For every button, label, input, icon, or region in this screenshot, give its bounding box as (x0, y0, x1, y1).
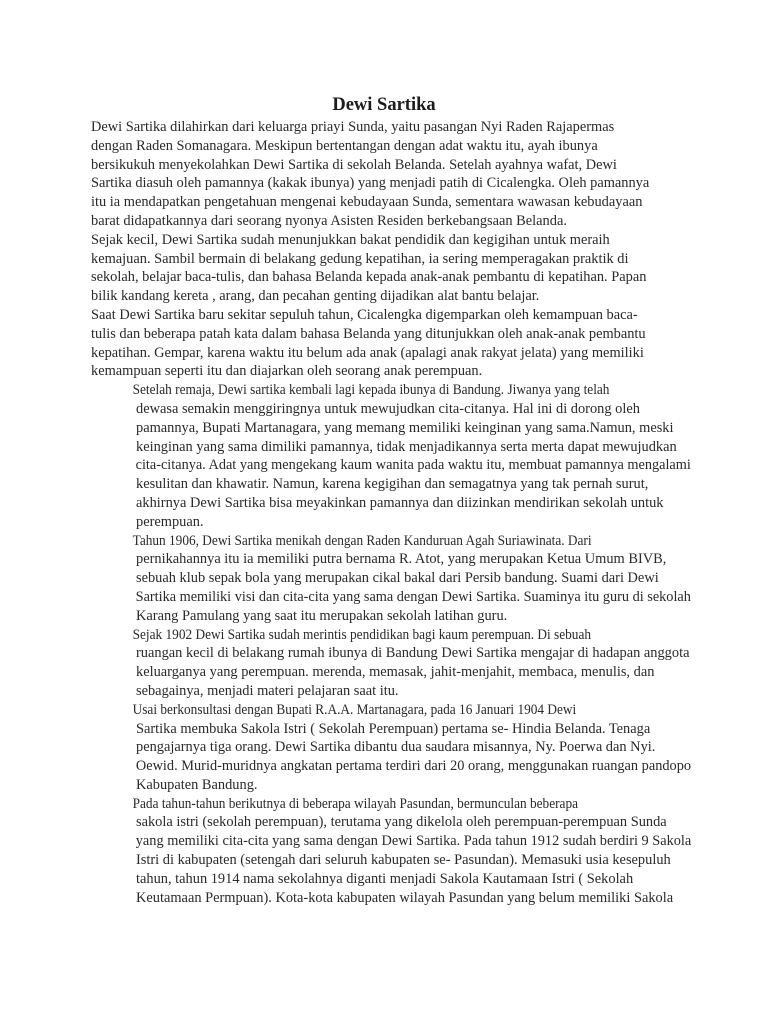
text-line: kepatihan. Gempar, karena waktu itu belum ada anak (apalagi anak rakyat jelata) yang memiliki (91, 344, 644, 361)
text-line: dengan Raden Somanagara. Meskipun bertentangan dengan adat waktu itu, ayah ibunya (91, 137, 598, 154)
text-line: pamannya, Bupati Martanagara, yang memang memiliki keinginan yang sama.Namun, meski (136, 419, 674, 436)
text-line: Dewi Sartika dilahirkan dari keluarga priayi Sunda, yaitu pasangan Nyi Raden Rajapermas (91, 119, 615, 135)
text-line: Saat Dewi Sartika baru sekitar sepuluh tahun, Cicalengka digemparkan oleh kemampuan baca- (91, 306, 638, 323)
text-line: kesulitan dan khawatir. Namun, karena kegigihan dan semagatnya yang tak pernah surut, (136, 476, 649, 493)
text-line: Kabupaten Bandung. (136, 776, 258, 793)
text-line: Sartika membuka Sakola Istri ( Sekolah Perempuan) pertama se- Hindia Belanda. Tenaga (136, 720, 651, 737)
paragraph (91, 701, 691, 795)
text-line: Sejak kecil, Dewi Sartika sudah menunjukkan bakat pendidik dan kegigihan untuk meraih (91, 231, 610, 248)
text-line: Setelah remaja, Dewi sartika kembali lagi kepada ibunya di Bandung. Jiwanya yang telah (132, 382, 610, 399)
text-line: keinginan yang sama dimiliki pamannya, tidak menjadikannya serta merta dapat mewujudkan (136, 438, 677, 455)
text-line: Sartika memiliki visi dan cita-cita yang sama dengan Dewi Sartika. Suaminya itu guru di sekolah (135, 588, 691, 605)
text-line: sebagainya, menjadi materi pelajaran saat itu. (136, 682, 399, 699)
text-line: Keutamaan Permpuan). Kota-kota kabupaten wilayah Pasundan yang belum memiliki Sakola (136, 889, 674, 906)
text-line: yang memiliki cita-cita yang sama dengan Dewi Sartika. Pada tahun 1912 sudah berdiri 9 Sakola (135, 833, 692, 850)
text-line: pengajarnya tiga orang. Dewi Sartika dibantu dua saudara misannya, Ny. Poerwa dan Nyi. (136, 739, 656, 756)
text-line: akhirnya Dewi Sartika bisa meyakinkan pamannya dan diizinkan mendirikan sekolah untuk (136, 494, 664, 511)
text-line: sebuah klub sepak bola yang merupakan cikal bakal dari Persib bandung. Suami dari Dewi (136, 570, 659, 587)
paragraph (91, 231, 691, 306)
text-line: Sartika diasuh oleh pamannya (kakak ibunya) yang menjadi patih di Cicalengka. Oleh pamannya (91, 175, 650, 192)
text-line: Karang Pamulang yang saat itu merupakan sekolah latihan guru. (136, 607, 508, 624)
text-line: ruangan kecil di belakang rumah ibunya di Bandung Dewi Sartika mengajar di hadapan anggota (136, 645, 690, 662)
text-line: kemampuan seperti itu dan diajarkan oleh seorang anak perempuan. (91, 363, 483, 380)
text-line: Tahun 1906, Dewi Sartika menikah dengan Raden Kanduruan Agah Suriawinata. Dari (132, 532, 592, 549)
text-line: keluarganya yang perempuan. merenda, memasak, jahit-menjahit, membaca, menulis, dan (136, 664, 655, 681)
paragraph (91, 795, 691, 908)
paragraph (91, 306, 691, 381)
text-line: barat didapatkannya dari seorang nyonya Asisten Residen berkebangsaan Belanda. (91, 212, 567, 229)
text-line: Istri di kabupaten (setengah dari seluruh kabupaten se- Pasundan). Memasuki usia kesepuluh (136, 852, 671, 869)
text-line: itu ia mendapatkan pengetahuan mengenai kebudayaan Sunda, sementara wawasan kebudayaan (91, 194, 643, 211)
text-line: cita-citanya. Adat yang mengekang kaum wanita pada waktu itu, membuat pamannya mengalami (135, 457, 691, 474)
text-line: perempuan. (136, 513, 204, 530)
text-line: tahun, tahun 1914 nama sekolahnya diganti menjadi Sakola Kautamaan Istri ( Sekolah (136, 870, 634, 887)
text-line: Usai berkonsultasi dengan Bupati R.A.A. Martanagara, pada 16 Januari 1904 Dewi (132, 701, 577, 718)
text-line: pernikahannya itu ia memiliki putra bernama R. Atot, yang merupakan Ketua Umum BIVB, (136, 551, 667, 568)
text-line: sekolah, belajar baca-tulis, dan bahasa Belanda kepada anak-anak pembantu di kepatihan. Papan (91, 269, 647, 286)
text-line: sakola istri (sekolah perempuan), terutama yang dikelola oleh perempuan-perempuan Sunda (136, 814, 667, 831)
paragraph (91, 118, 691, 231)
text-line: Sejak 1902 Dewi Sartika sudah merintis pendidikan bagi kaum perempuan. Di sebuah (132, 626, 592, 643)
text-line: Pada tahun-tahun berikutnya di beberapa wilayah Pasundan, bermunculan beberapa (132, 795, 579, 812)
text-line: bilik kandang kereta , arang, dan pecahan genting dijadikan alat bantu belajar. (91, 288, 540, 305)
text-line: Oewid. Murid-muridnya angkatan pertama terdiri dari 20 orang, menggunakan ruangan pandopo (135, 758, 692, 775)
paragraph (91, 532, 691, 626)
text-line: bersikukuh menyekolahkan Dewi Sartika di sekolah Belanda. Setelah ayahnya wafat, Dewi (91, 156, 617, 173)
document-title: Dewi Sartika (332, 95, 436, 115)
text-line: dewasa semakin menggiringnya untuk mewujudkan cita-citanya. Hal ini di dorong oleh (136, 400, 640, 417)
text-line: tulis dan beberapa patah kata dalam bahasa Belanda yang ditunjukkan oleh anak-anak pembantu (91, 325, 646, 342)
paragraph (91, 381, 691, 531)
paragraph (91, 626, 691, 701)
document-body (91, 118, 691, 907)
text-line: kemajuan. Sambil bermain di belakang gedung kepatihan, ia sering memperagakan praktik di (91, 250, 629, 267)
